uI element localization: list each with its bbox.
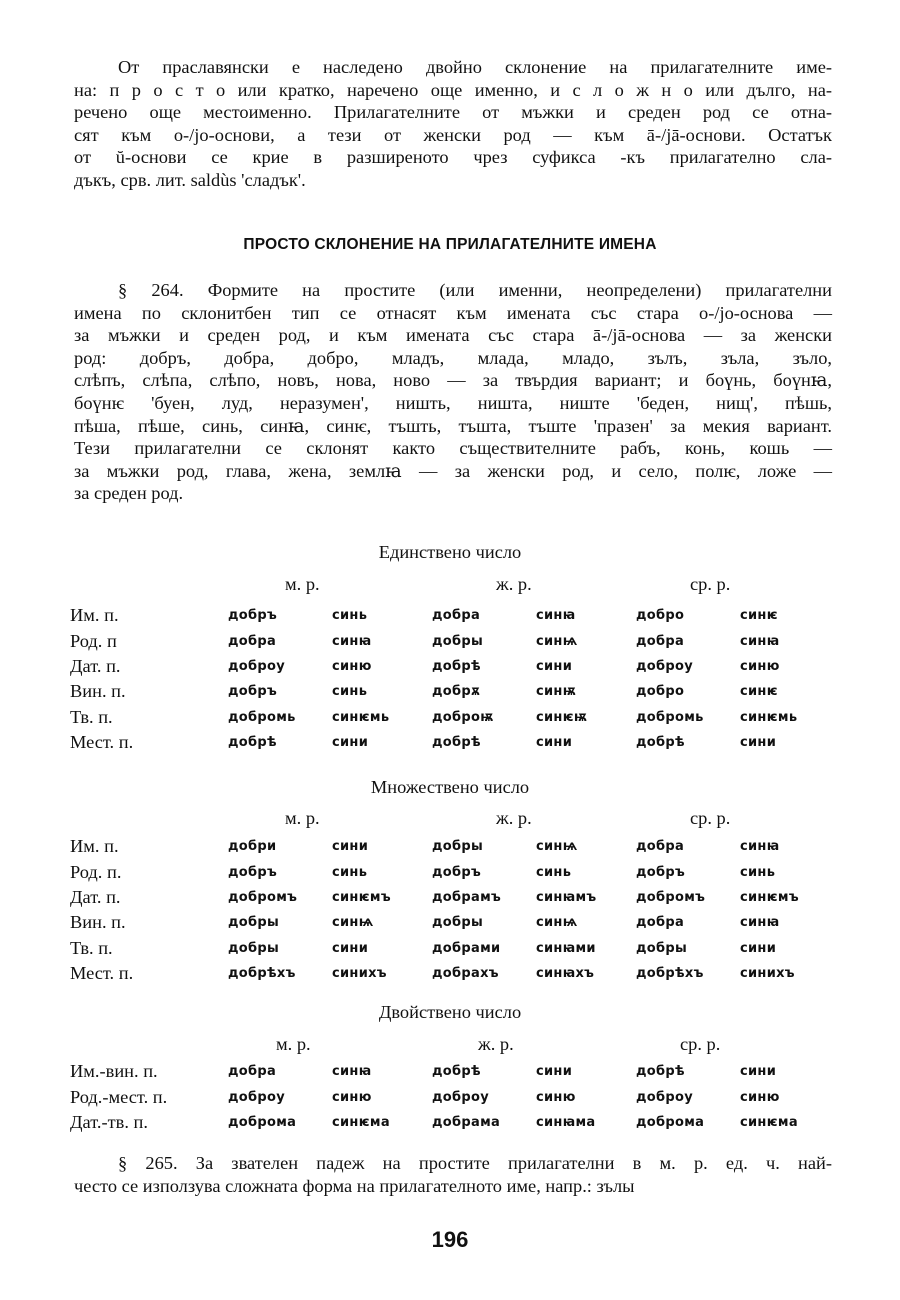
table-row: [70, 705, 840, 730]
adjective-form-sin: сини: [740, 735, 777, 751]
adjective-form-dobr: добры: [228, 940, 280, 956]
adjective-form-sin: синѩ: [536, 915, 578, 931]
plural-title: Множествено число: [370, 777, 530, 797]
text-line: боүнѥ 'буен, луд, неразумен', ништь, ништа, ниште 'беден, нищ', пѣшь,: [74, 392, 832, 413]
adjective-form-sin: синꙗ: [740, 915, 780, 931]
adjective-form-sin: синѥмь: [740, 709, 798, 725]
adjective-form-sin: синь: [332, 608, 368, 624]
adjective-form-sin: сини: [536, 1064, 573, 1080]
text-line: за мъжки и среден род, и към имената със стара ā-/jā-основа — за женски: [74, 325, 832, 346]
text-line: имена по склонитбен тип се отнасят към имената със стара o-/jo-основа —: [74, 302, 832, 323]
table-row: [70, 885, 840, 910]
adjective-form-sin: синь: [536, 864, 572, 880]
adjective-form-dobr: добрѣ: [432, 735, 481, 751]
singular-table: [70, 603, 840, 755]
intro-paragraph: [74, 56, 832, 192]
adjective-form-dobr: доброу: [432, 1089, 490, 1105]
table-row: [70, 910, 840, 935]
case-label: Вин. п.: [70, 912, 126, 933]
adjective-form-sin: сини: [332, 839, 369, 855]
adjective-form-sin: синѥмъ: [332, 889, 391, 905]
adjective-form-dobr: добро: [636, 608, 685, 624]
adjective-form-sin: синю: [332, 1089, 372, 1105]
section-heading: ПРОСТО СКЛОНЕНИЕ НА ПРИЛАГАТЕЛНИТЕ ИМЕНА: [243, 236, 657, 253]
adjective-form-dobr: добромь: [228, 709, 296, 725]
adjective-form-dobr: добръ: [228, 864, 278, 880]
table-row: [70, 961, 840, 986]
text-line: слѣпъ, слѣпа, слѣпо, новъ, нова, ново — за твърдия вариант; и боүнь, боүнꙗ,: [74, 370, 832, 391]
adjective-form-sin: синꙗми: [536, 940, 596, 956]
adjective-form-sin: синѥма: [332, 1114, 390, 1130]
adjective-form-sin: синꙗмъ: [536, 889, 597, 905]
adjective-form-sin: синь: [740, 864, 776, 880]
adjective-form-dobr: добрѣ: [228, 735, 277, 751]
adjective-form-dobr: добромъ: [228, 889, 298, 905]
adjective-form-dobr: добра: [432, 608, 481, 624]
plural-gender-fem: ж. р.: [496, 808, 532, 828]
adjective-form-dobr: добры: [432, 633, 484, 649]
text-line: § 264. Формите на простите (или именни, неопределени) прилагателни: [118, 280, 832, 300]
plural-table: [70, 834, 840, 986]
table-row: [70, 1059, 840, 1084]
plural-gender-masc: м. р.: [285, 808, 320, 828]
adjective-form-dobr: добро: [636, 684, 685, 700]
adjective-form-dobr: добръ: [228, 684, 278, 700]
adjective-form-sin: синю: [332, 658, 372, 674]
adjective-form-sin: синѥмь: [332, 709, 390, 725]
table-row: [70, 859, 840, 884]
adjective-form-sin: сини: [740, 1064, 777, 1080]
adjective-form-dobr: добрѣ: [432, 658, 481, 674]
text-line: § 265. За звателен падеж на простите прилагателни в м. р. ед. ч. най-: [118, 1153, 832, 1173]
adjective-form-dobr: добра: [636, 633, 685, 649]
adjective-form-dobr: добромъ: [636, 889, 706, 905]
adjective-form-sin: синѩ: [332, 915, 374, 931]
adjective-form-dobr: добрѫ: [432, 684, 481, 700]
adjective-form-dobr: добрѣ: [636, 1064, 685, 1080]
adjective-form-sin: синꙗ: [740, 633, 780, 649]
adjective-form-dobr: добри: [228, 839, 277, 855]
adjective-form-sin: синихъ: [332, 966, 387, 982]
dual-title: Двойствено число: [378, 1002, 522, 1022]
adjective-form-sin: синѥмъ: [740, 889, 799, 905]
adjective-form-dobr: добрѣхъ: [228, 966, 296, 982]
adjective-form-sin: синꙗхъ: [536, 966, 595, 982]
adjective-form-dobr: добра: [636, 915, 685, 931]
adjective-form-dobr: добромь: [636, 709, 704, 725]
adjective-form-sin: синꙗ: [332, 633, 372, 649]
text-line: сят към o-/jo-основи, а тези от женски род — към ā-/jā-основи. Остатък: [74, 124, 832, 145]
table-row: [70, 1110, 840, 1135]
adjective-form-sin: синѩ: [536, 633, 578, 649]
adjective-form-sin: синѭ: [536, 684, 577, 700]
adjective-form-sin: синю: [740, 658, 780, 674]
adjective-form-dobr: добра: [228, 1064, 277, 1080]
case-label: Род.-мест. п.: [70, 1086, 168, 1107]
singular-gender-masc: м. р.: [285, 574, 320, 594]
adjective-form-dobr: доброма: [228, 1114, 297, 1130]
adjective-form-dobr: доброу: [636, 658, 694, 674]
case-label: Им. п.: [70, 836, 119, 857]
adjective-form-sin: синꙗ: [536, 608, 576, 624]
text-line: от ŭ-основи се крие в разширеното чрез суфикса -къ прилагателно сла-: [74, 147, 832, 168]
adjective-form-dobr: добры: [432, 915, 484, 931]
adjective-form-dobr: добрѣхъ: [636, 966, 704, 982]
case-label: Дат. п.: [70, 655, 121, 676]
text-line: род: добръ, добра, добро, младъ, млада, младо, зълъ, зъла, зъло,: [74, 347, 832, 368]
adjective-form-sin: синѩ: [536, 839, 578, 855]
adjective-form-sin: синѥма: [740, 1114, 798, 1130]
adjective-form-sin: синю: [740, 1089, 780, 1105]
adjective-form-sin: синю: [536, 1089, 576, 1105]
case-label: Тв. п.: [70, 706, 113, 727]
table-row: [70, 730, 840, 755]
adjective-form-sin: синь: [332, 684, 368, 700]
text-line: за мъжки род, глава, жена, землꙗ — за женски род, и село, полѥ, ложе —: [74, 460, 832, 481]
adjective-form-dobr: доброу: [636, 1089, 694, 1105]
text-line: дъкъ, срв. лит. saldùs 'сладък'.: [74, 169, 306, 190]
text-line: речено още местоименно. Прилагателните от мъжки и среден род се отна-: [74, 102, 832, 123]
singular-gender-fem: ж. р.: [496, 574, 532, 594]
table-row: [70, 834, 840, 859]
adjective-form-dobr: добры: [636, 940, 688, 956]
plural-gender-neut: ср. р.: [690, 808, 731, 828]
dual-gender-neut: ср. р.: [680, 1034, 721, 1054]
adjective-form-dobr: добрамъ: [432, 889, 502, 905]
table-row: [70, 654, 840, 679]
case-label: Дат. п.: [70, 886, 121, 907]
text-line: пѣша, пѣше, синь, синꙗ, синѥ, тъшть, тъшта, тъште 'празен' за мекия вариант.: [74, 415, 832, 436]
adjective-form-dobr: добръ: [636, 864, 686, 880]
adjective-form-sin: синь: [332, 864, 368, 880]
adjective-form-dobr: доброѭ: [432, 709, 494, 725]
text-line: От праславянски е наследено двойно склонение на прилагателните име-: [118, 57, 832, 77]
case-label: Мест. п.: [70, 963, 134, 984]
dual-gender-masc: м. р.: [276, 1034, 311, 1054]
table-row: [70, 679, 840, 704]
text-line: често се използува сложната форма на прилагателното име, напр.: зълы: [74, 1175, 635, 1196]
table-row: [70, 1084, 840, 1109]
paragraph-265: [74, 1152, 832, 1197]
adjective-form-dobr: добрѣ: [432, 1064, 481, 1080]
text-line: Тези прилагателни се склонят както съществителните рабъ, конь, кошь —: [74, 438, 832, 459]
adjective-form-sin: синꙗма: [536, 1114, 596, 1130]
case-label: Тв. п.: [70, 937, 113, 958]
case-label: Им.-вин. п.: [70, 1061, 158, 1082]
adjective-form-dobr: добрѣ: [636, 735, 685, 751]
adjective-form-dobr: доброма: [636, 1114, 705, 1130]
singular-title: Единствено число: [378, 542, 522, 562]
adjective-form-dobr: добрама: [432, 1114, 501, 1130]
text-line: на: п р о с т о или кратко, наречено още именно, и с л о ж н о или дълго, на-: [74, 79, 832, 100]
adjective-form-dobr: доброу: [228, 658, 286, 674]
adjective-form-sin: сини: [332, 940, 369, 956]
case-label: Мест. п.: [70, 732, 134, 753]
adjective-form-sin: синꙗ: [740, 839, 780, 855]
singular-gender-neut: ср. р.: [690, 574, 731, 594]
table-row: [70, 936, 840, 961]
adjective-form-dobr: добра: [636, 839, 685, 855]
adjective-form-sin: синꙗ: [332, 1064, 372, 1080]
adjective-form-sin: синѥ: [740, 684, 778, 700]
table-row: [70, 628, 840, 653]
adjective-form-sin: синѥѭ: [536, 709, 588, 725]
dual-table: [70, 1059, 840, 1135]
table-row: [70, 603, 840, 628]
dual-gender-fem: ж. р.: [478, 1034, 514, 1054]
adjective-form-dobr: добръ: [228, 608, 278, 624]
adjective-form-dobr: добры: [432, 839, 484, 855]
case-label: Род. п.: [70, 861, 122, 882]
adjective-form-dobr: добрахъ: [432, 966, 499, 982]
case-label: Дат.-тв. п.: [70, 1111, 148, 1132]
adjective-form-sin: сини: [740, 940, 777, 956]
adjective-form-dobr: добрами: [432, 940, 501, 956]
adjective-form-sin: синѥ: [740, 608, 778, 624]
adjective-form-dobr: доброу: [228, 1089, 286, 1105]
page-number: 196: [431, 1227, 469, 1252]
adjective-form-dobr: добры: [228, 915, 280, 931]
case-label: Род. п: [70, 630, 117, 651]
text-line: за среден род.: [74, 483, 184, 504]
adjective-form-sin: сини: [536, 658, 573, 674]
adjective-form-sin: сини: [332, 735, 369, 751]
case-label: Им. п.: [70, 605, 119, 626]
adjective-form-dobr: добра: [228, 633, 277, 649]
adjective-form-dobr: добръ: [432, 864, 482, 880]
adjective-form-sin: синихъ: [740, 966, 795, 982]
paragraph-264: [74, 279, 832, 505]
case-label: Вин. п.: [70, 681, 126, 702]
adjective-form-sin: сини: [536, 735, 573, 751]
